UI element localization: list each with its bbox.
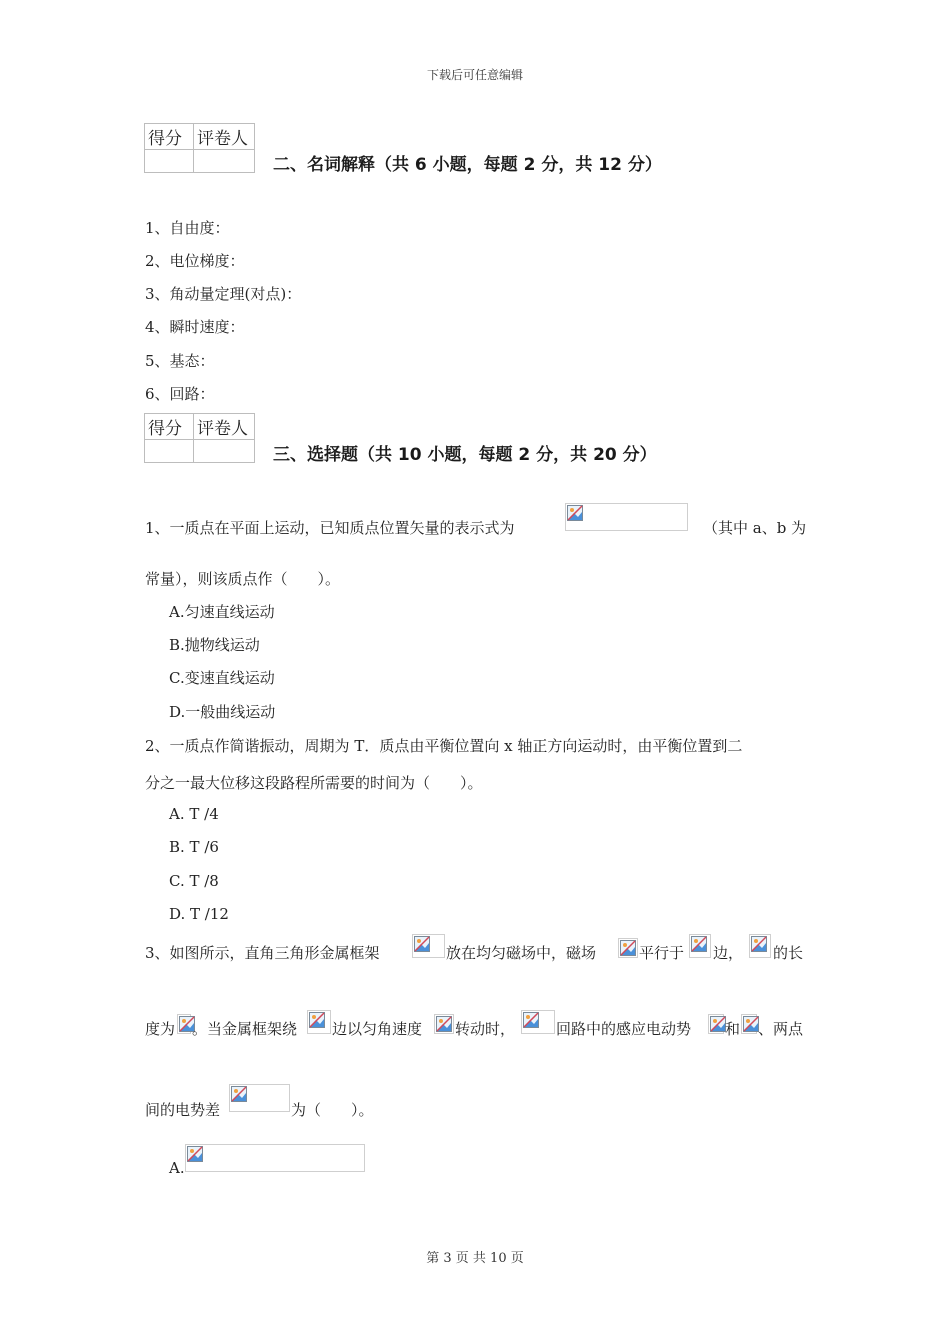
broken-image-icon [230,1085,248,1103]
formula-image-icon [565,503,688,531]
formula-image-icon [412,934,445,958]
formula-image-icon [708,1014,724,1034]
broken-image-icon [435,1015,453,1033]
q3-text: 间的电势差 [145,1101,221,1119]
formula-image-icon [521,1010,555,1034]
term-item: 3、角动量定理(对点)： [145,285,302,303]
term-item: 5、基态： [145,352,215,370]
score-cell[interactable] [145,440,194,463]
q3-text: 的长 [773,944,804,962]
q3-text: 为（ ）。 [291,1101,374,1119]
score-label: 得分 [145,124,194,150]
term-item: 1、自由度： [145,219,230,237]
q2-text-line2: 分之一最大位移这段路程所需要的时间为（ ）。 [145,774,483,792]
formula-image-icon [177,1014,191,1034]
q1-text-cont: （其中 a、b 为 [703,519,807,537]
header-note: 下载后可任意编辑 [426,68,523,82]
broken-image-icon [690,935,708,953]
page-number: 第 3 页 共 10 页 [426,1251,524,1266]
q1-text: 1、一质点在平面上运动，已知质点位置矢量的表示式为 [145,519,515,537]
q3-text: 转动时， [455,1020,516,1038]
term-item: 4、瞬时速度： [145,318,245,336]
term-item: 6、回路： [145,385,215,403]
score-cell[interactable] [145,150,194,173]
broken-image-icon [413,935,431,953]
q2-text: 2、一质点作简谐振动，周期为 T．质点由平衡位置向 x 轴正方向运动时，由平衡位置到二 [145,737,743,755]
q3-text: 、两点 [758,1020,804,1038]
q3-text: 放在均匀磁场中，磁场 [446,944,597,962]
grader-cell[interactable] [194,440,255,463]
q3-text: 。当金属框架绕 [192,1020,298,1038]
score-label: 得分 [145,414,194,440]
q3-option-a[interactable]: A. [169,1159,185,1177]
term-item: 2、电位梯度： [145,252,245,270]
grader-cell[interactable] [194,150,255,173]
q3-text: 边， [713,944,744,962]
formula-image-icon [741,1014,757,1034]
q1-option-a[interactable]: A.匀速直线运动 [169,603,275,621]
broken-image-icon [308,1011,326,1029]
q2-option-c[interactable]: C. T /8 [169,872,219,890]
formula-image-icon [307,1010,331,1034]
q3-text: 平行于 [639,944,685,962]
broken-image-icon [750,935,768,953]
q3-text: 回路中的感应电动势 [556,1020,692,1038]
q3-text: 度为 [145,1020,176,1038]
formula-image-icon [185,1144,365,1172]
grader-label: 评卷人 [194,414,255,440]
q3-text: 和 [725,1020,741,1038]
score-table-section-3 [144,413,255,463]
formula-image-icon [618,938,638,958]
q1-option-b[interactable]: B.抛物线运动 [169,636,260,654]
q3-text: 边以匀角速度 [332,1020,423,1038]
grader-label: 评卷人 [194,124,255,150]
q3-text: 3、如图所示，直角三角形金属框架 [145,944,380,962]
q1-text-line2: 常量），则该质点作（ ）。 [145,570,341,588]
score-table-section-2 [144,123,255,173]
formula-image-icon [689,934,711,958]
section-3-title: 三、选择题（共 10 小题，每题 2 分，共 20 分） [273,445,657,465]
formula-image-icon [229,1084,290,1112]
broken-image-icon [522,1011,540,1029]
broken-image-icon [566,504,584,522]
section-2-title: 二、名词解释（共 6 小题，每题 2 分，共 12 分） [273,155,662,175]
q2-option-d[interactable]: D. T /12 [169,905,229,923]
formula-image-icon [434,1014,454,1034]
q2-option-b[interactable]: B. T /6 [169,838,219,856]
q2-option-a[interactable]: A. T /4 [169,805,219,823]
broken-image-icon [186,1145,204,1163]
q1-option-d[interactable]: D.一般曲线运动 [169,703,276,721]
formula-image-icon [749,934,771,958]
broken-image-icon [619,939,637,957]
q1-option-c[interactable]: C.变速直线运动 [169,669,275,687]
